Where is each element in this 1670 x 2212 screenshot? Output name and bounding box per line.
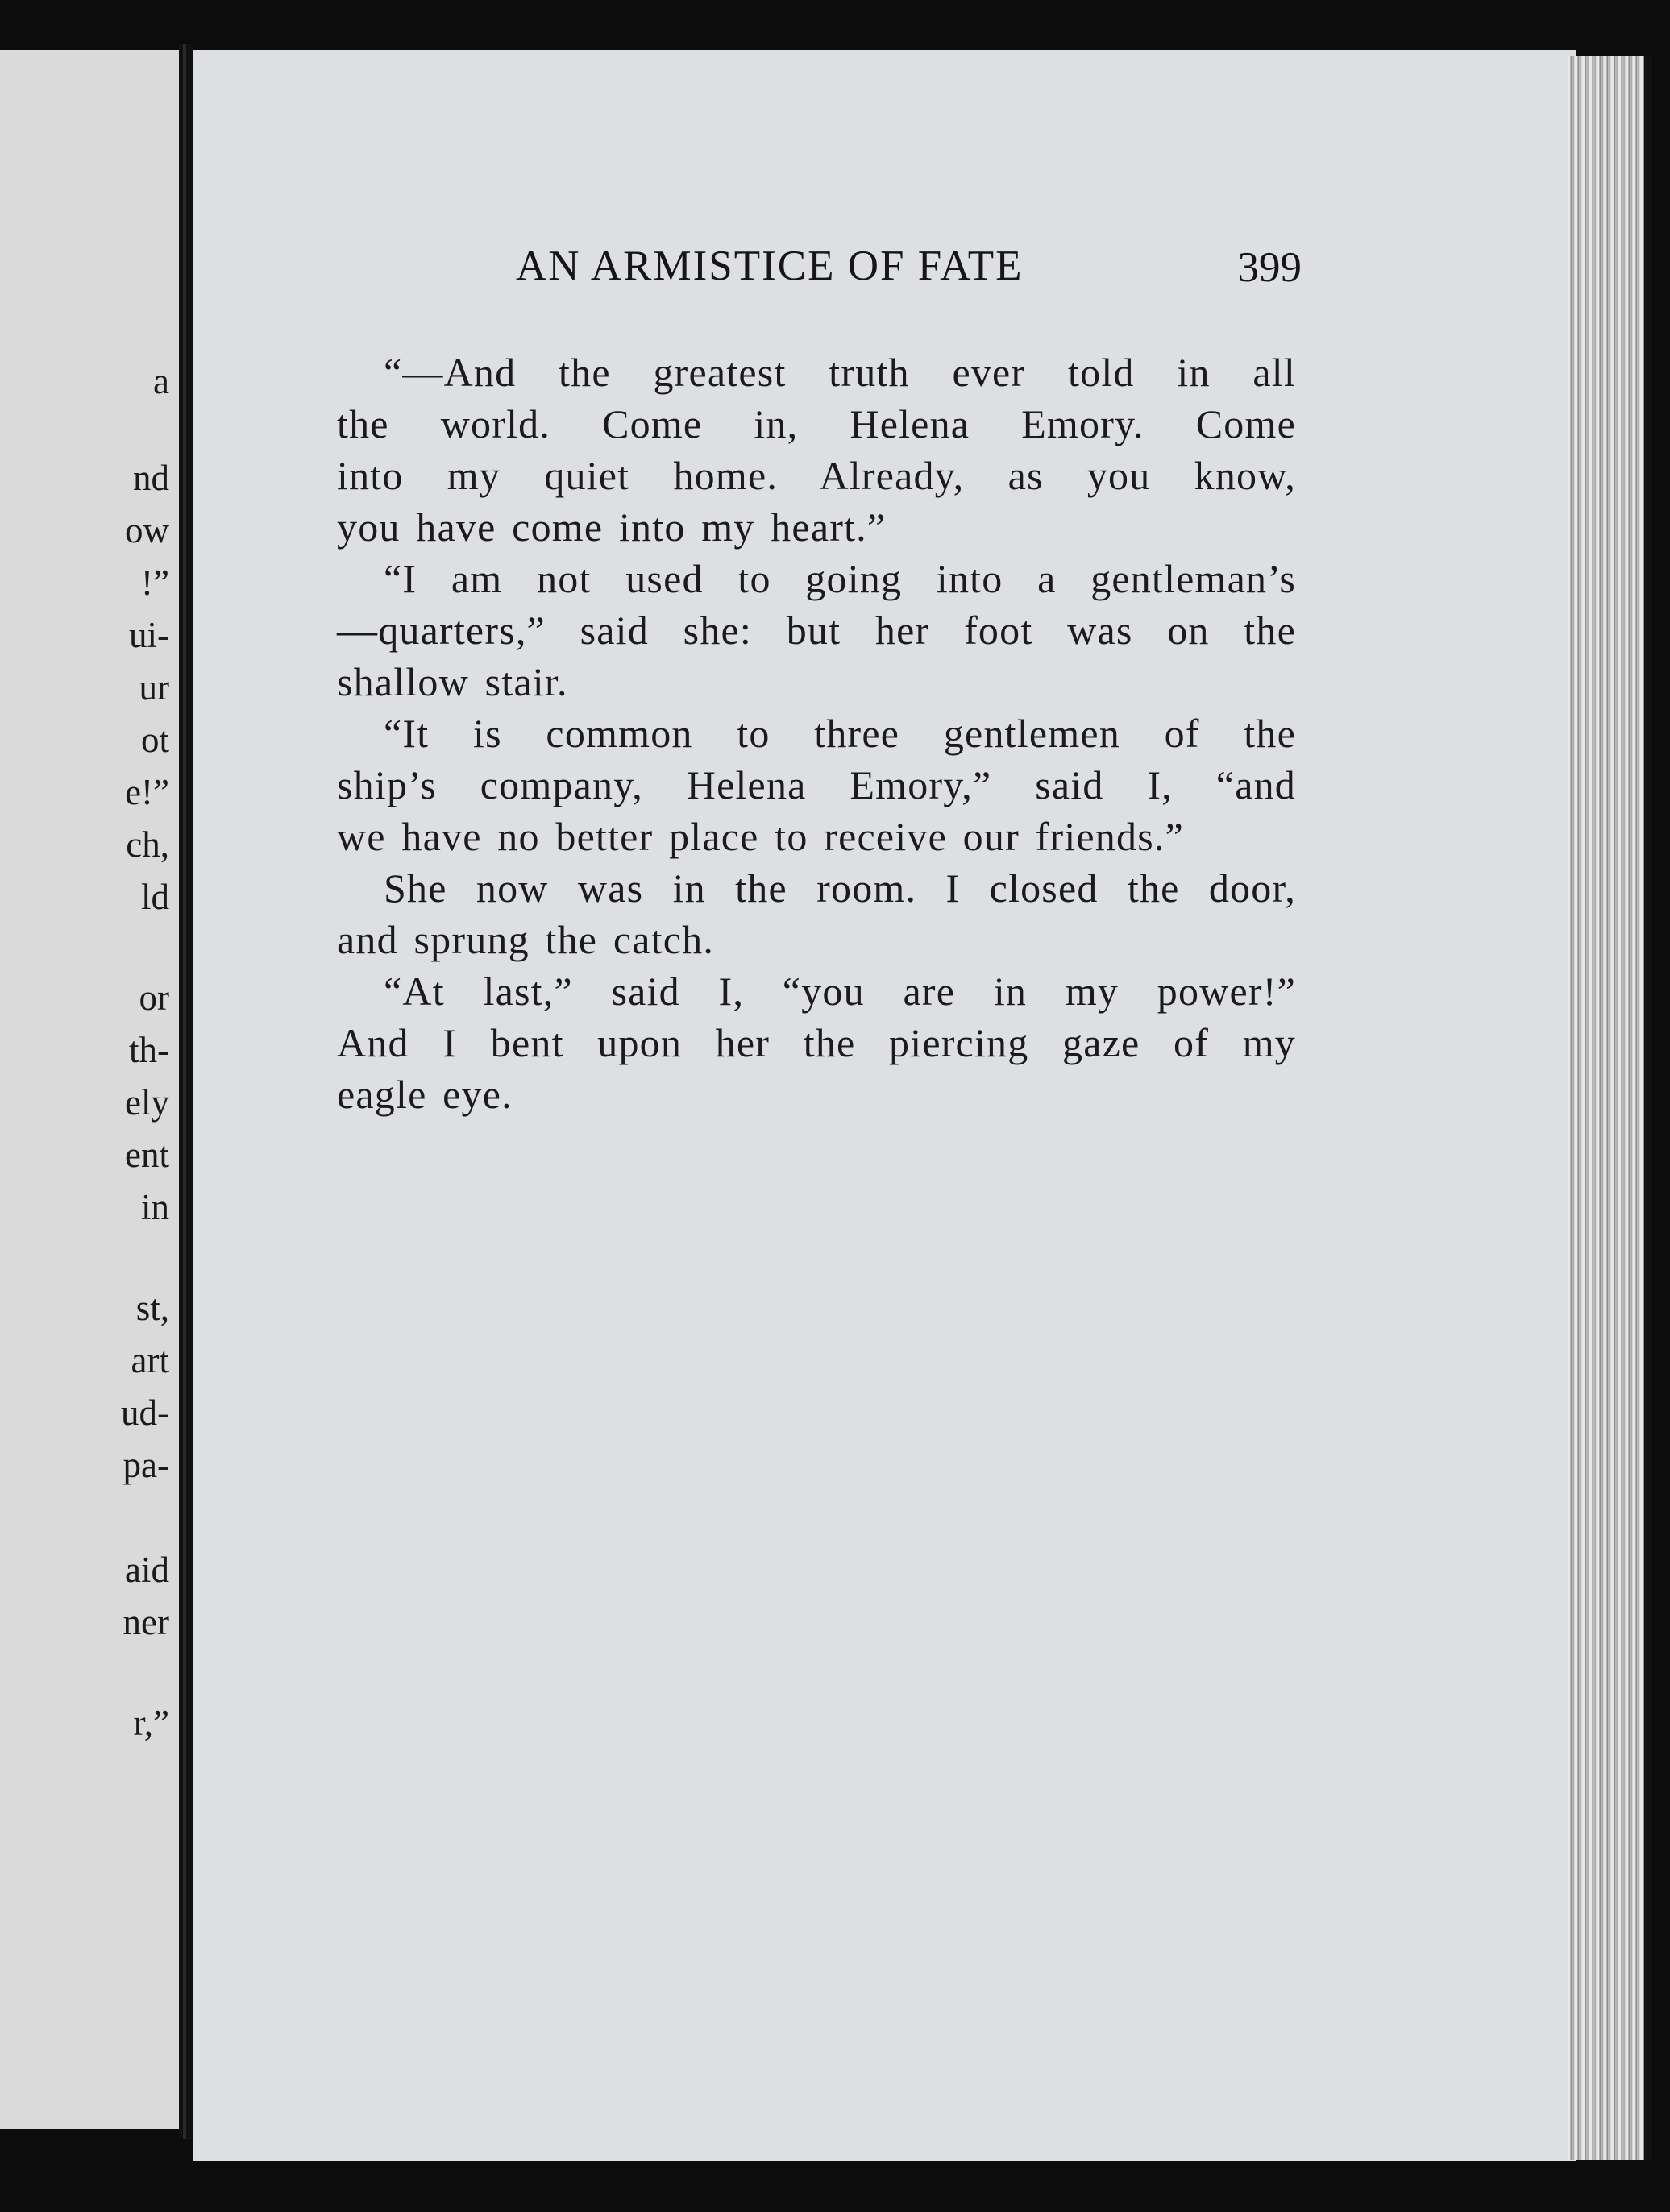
left-fragment: a <box>153 361 169 401</box>
left-fragment: e!” <box>125 772 169 812</box>
running-head <box>516 242 1302 306</box>
left-fragment: r,” <box>133 1703 169 1743</box>
paragraph <box>337 708 1296 862</box>
left-fragment: in <box>140 1187 169 1227</box>
left-fragment: art <box>131 1340 169 1380</box>
text-line: ship’s company, Helena Emory,” said I, “and <box>337 762 1296 807</box>
text-line: “I am not used to going into a gentleman’s <box>384 556 1296 601</box>
left-fragment: or <box>139 977 169 1018</box>
left-fragment: st, <box>135 1288 169 1328</box>
paragraph <box>337 553 1296 708</box>
text-line: —quarters,” said she: but her foot was on the <box>337 608 1296 653</box>
book-gutter <box>179 44 193 2139</box>
page-number: 399 <box>1237 244 1302 291</box>
left-page-text-fragments <box>0 50 169 2129</box>
left-fragment: ow <box>125 510 169 550</box>
running-title: AN ARMISTICE OF FATE <box>516 243 1024 289</box>
left-fragment: ur <box>139 667 169 708</box>
paragraph <box>337 347 1296 553</box>
left-fragment: ner <box>123 1602 169 1642</box>
left-fragment: ent <box>125 1135 169 1175</box>
left-fragment: th- <box>129 1030 169 1070</box>
text-line: we have no better place to receive our friends.” <box>337 814 1184 859</box>
left-fragment: aid <box>125 1550 169 1590</box>
left-fragment: ely <box>125 1082 169 1123</box>
text-line: “—And the greatest truth ever told in all <box>384 350 1296 395</box>
text-line: shallow stair. <box>337 659 568 704</box>
left-page <box>0 50 185 2129</box>
text-line: the world. Come in, Helena Emory. Come <box>337 401 1296 446</box>
paragraph <box>337 862 1296 965</box>
text-line: into my quiet home. Already, as you know, <box>337 453 1296 498</box>
page-edges <box>1568 56 1644 2160</box>
text-line: “It is common to three gentlemen of the <box>384 711 1296 756</box>
text-line: you have come into my heart.” <box>337 504 887 550</box>
text-line: And I bent upon her the piercing gaze of my <box>337 1020 1296 1065</box>
left-fragment: !” <box>141 562 169 603</box>
text-line: eagle eye. <box>337 1072 513 1117</box>
left-fragment: ld <box>140 877 169 917</box>
text-line: “At last,” said I, “you are in my power!” <box>384 969 1296 1014</box>
body-text <box>337 347 1296 1120</box>
text-line: and sprung the catch. <box>337 917 715 962</box>
left-fragment: nd <box>133 458 169 498</box>
left-fragment: ch, <box>126 824 169 865</box>
left-fragment: ui- <box>129 615 169 655</box>
left-fragment: ud- <box>121 1392 169 1433</box>
left-fragment: ot <box>140 720 169 760</box>
paragraph <box>337 965 1296 1120</box>
text-line: She now was in the room. I closed the door, <box>384 865 1296 911</box>
left-fragment: pa- <box>123 1445 169 1485</box>
